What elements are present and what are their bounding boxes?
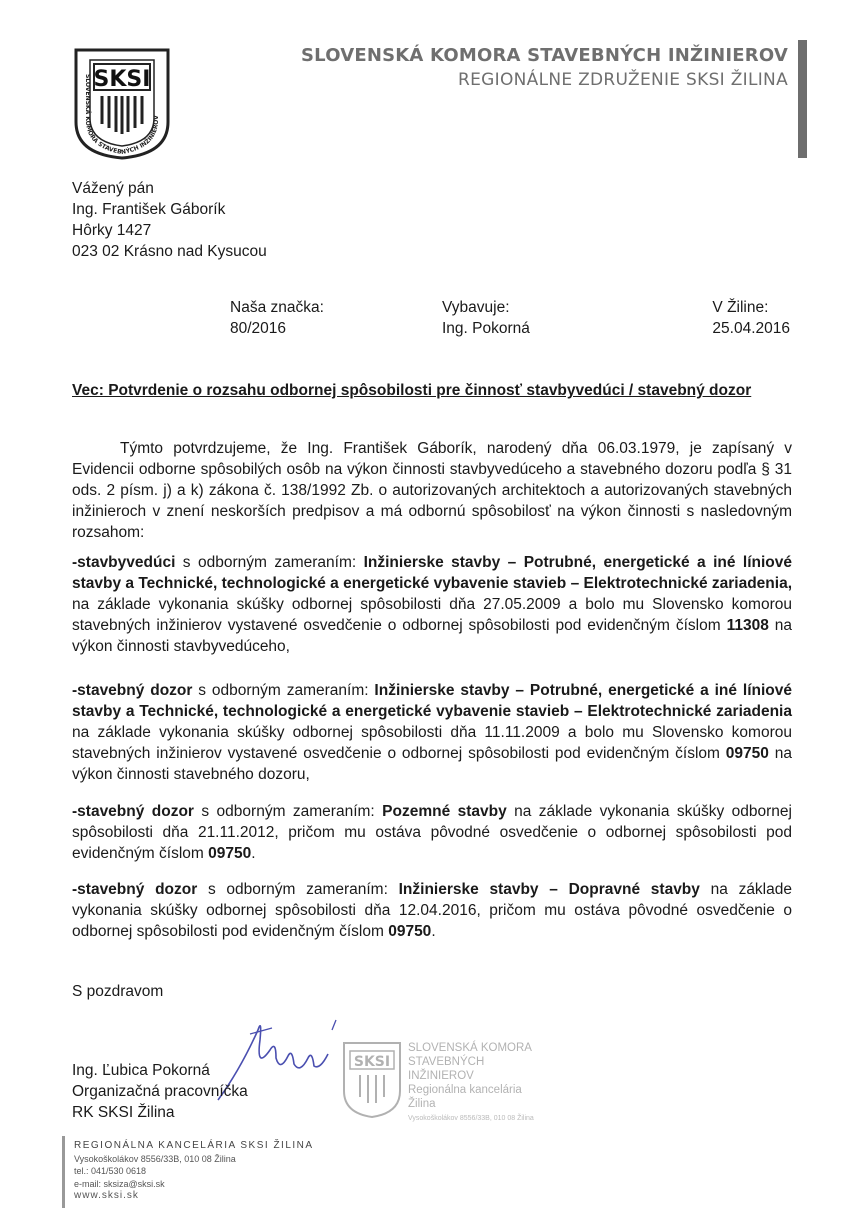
qualification-paragraph-4 [72, 879, 792, 942]
place-label: V Žiline: [712, 299, 769, 316]
signatory-block [72, 1060, 248, 1123]
text: . [431, 923, 436, 940]
stamp-line-3: Regionálna kancelária [408, 1084, 522, 1096]
registration-number: 09750 [388, 923, 432, 940]
registration-number: 09750 [725, 745, 769, 762]
text: na základe vykonania skúšky odbornej spôsobilosti dňa 21.11.2012, pričom mu ostáva pôvodné osvedčenie o odbornej spôsobilosti pod evidenčným číslom [72, 803, 792, 862]
text: na výkon činnosti stavebného dozoru, [72, 745, 792, 783]
signatory-org: RK SKSI Žilina [72, 1104, 175, 1121]
role: -stavebný dozor [72, 682, 193, 699]
our-reference [230, 297, 324, 339]
footer-phone: tel.: 041/530 0618 [74, 1166, 147, 1176]
closing-greeting: S pozdravom [72, 983, 164, 1000]
footer-office: REGIONÁLNA KANCELÁRIA SKSI ŽILINA [74, 1140, 314, 1151]
recipient-salutation: Vážený pán [72, 180, 154, 197]
our-ref-value: 80/2016 [230, 320, 287, 337]
org-line-2: REGIONÁLNE ZDRUŽENIE SKSI ŽILINA [458, 70, 788, 90]
svg-text:SLOVENSKÁ KOMORA STAVEBNÝCH IN: SLOVENSKÁ KOMORA STAVEBNÝCH INŽINIEROV [83, 74, 161, 157]
text: na výkon činnosti stavbyvedúceho, [72, 617, 792, 655]
text: s odborným zameraním: [197, 881, 399, 898]
sksi-logo [72, 44, 172, 160]
footer-accent-bar [62, 1136, 65, 1208]
stamp-footer: Vysokoškolákov 8556/33B, 010 08 Žilina [408, 1115, 534, 1122]
stamp-line-1: SLOVENSKÁ KOMORA [408, 1042, 532, 1054]
role: -stavebný dozor [72, 881, 198, 898]
handled-value: Ing. Pokorná [442, 320, 530, 337]
specialization: Pozemné stavby [382, 803, 507, 820]
text: na základe vykonania skúšky odbornej spôsobilosti dňa 11.11.2009 a bolo mu Slovensko komorou stavebných inžinierov vystavené osvedčenie o odbornej spôsobilosti pod evidenčným číslom [72, 724, 792, 762]
svg-text:SKSI: SKSI [353, 1054, 391, 1070]
place-date [712, 297, 790, 339]
specialization: Inžinierske stavby – Potrubné, energetické a iné líniové stavby a Technické, technologické a energetické vybavenie stavieb – Elektrotechnické zariadenia [72, 682, 792, 720]
registration-number: 11308 [726, 617, 769, 634]
footer-address: Vysokoškolákov 8556/33B, 010 08 Žilina [74, 1153, 236, 1164]
specialization: Inžinierske stavby – Dopravné stavby [398, 881, 700, 898]
footer-email: e-mail: sksiza@sksi.sk [74, 1178, 165, 1189]
role: -stavbyvedúci [72, 554, 176, 571]
text: s odborným zameraním: [175, 554, 364, 571]
header-accent-bar [798, 40, 807, 158]
signatory-name: Ing. Ľubica Pokorná [72, 1062, 210, 1079]
stamp-logo-icon [340, 1039, 404, 1119]
recipient-address [72, 178, 267, 262]
intro-paragraph: Týmto potvrdzujeme, že Ing. František Gáborík, narodený dňa 06.03.1979, je zapísaný v Evidencii odborne spôsobilých osôb na výkon činnosti stavbyvedúceho a stavebného dozoru podľa § 31 ods. 2 písm. j) a k) zákona č. 138/1992 Zb. o autorizovaných architektoch a autorizovaných stavebných inžinieroch v znení neskorších predpisov a má odbornú spôsobilosť na výkon činnosti s nasledovným rozsahom: [72, 440, 792, 541]
footer-contact [74, 1140, 314, 1203]
text: . [251, 845, 256, 862]
text: na základe vykonania skúšky odbornej spôsobilosti dňa 12.04.2016, pričom mu ostáva pôvodné osvedčenie o odbornej spôsobilosti pod evidenčným číslom [72, 881, 792, 940]
text: na základe vykonania skúšky odbornej spôsobilosti dňa 27.05.2009 a bolo mu Slovensko komorou stavebných inžinierov vystavené osvedčenie o odbornej spôsobilosti pod evidenčným číslom [72, 596, 792, 634]
stamp-line-4: Žilina [408, 1098, 436, 1110]
text: s odborným zameraním: [192, 682, 375, 699]
official-stamp [340, 1035, 550, 1130]
signatory-title: Organizačná pracovníčka [72, 1083, 248, 1100]
handled-by [442, 297, 530, 339]
specialization: Inžinierske stavby – Potrubné, energetické a iné líniové stavby a Technické, technologické a energetické vybavenie stavieb – Elektrotechnické zariadenia, [72, 554, 792, 592]
letter-subject: Vec: Potvrdenie o rozsahu odbornej spôsobilosti pre činnosť stavbyvedúci / stavebný dozor [72, 382, 752, 399]
recipient-name: Ing. František Gáborík [72, 201, 226, 218]
qualification-paragraph-3 [72, 801, 792, 864]
registration-number: 09750 [208, 845, 252, 862]
organization-name [301, 44, 788, 92]
date-value: 25.04.2016 [712, 320, 790, 337]
our-ref-label: Naša značka: [230, 299, 324, 316]
role: -stavebný dozor [72, 803, 194, 820]
handled-label: Vybavuje: [442, 299, 510, 316]
footer-website: www.sksi.sk [74, 1190, 139, 1201]
recipient-street: Hôrky 1427 [72, 222, 152, 239]
qualification-paragraph-1 [72, 552, 792, 657]
stamp-line-2: STAVEBNÝCH INŽINIEROV [408, 1056, 485, 1082]
qualification-paragraph-2 [72, 680, 792, 785]
recipient-city: 023 02 Krásno nad Kysucou [72, 243, 267, 260]
text: s odborným zameraním: [193, 803, 383, 820]
stamp-text [408, 1041, 550, 1111]
svg-text:SKSI: SKSI [93, 67, 151, 92]
org-line-1: SLOVENSKÁ KOMORA STAVEBNÝCH INŽINIEROV [301, 45, 788, 66]
